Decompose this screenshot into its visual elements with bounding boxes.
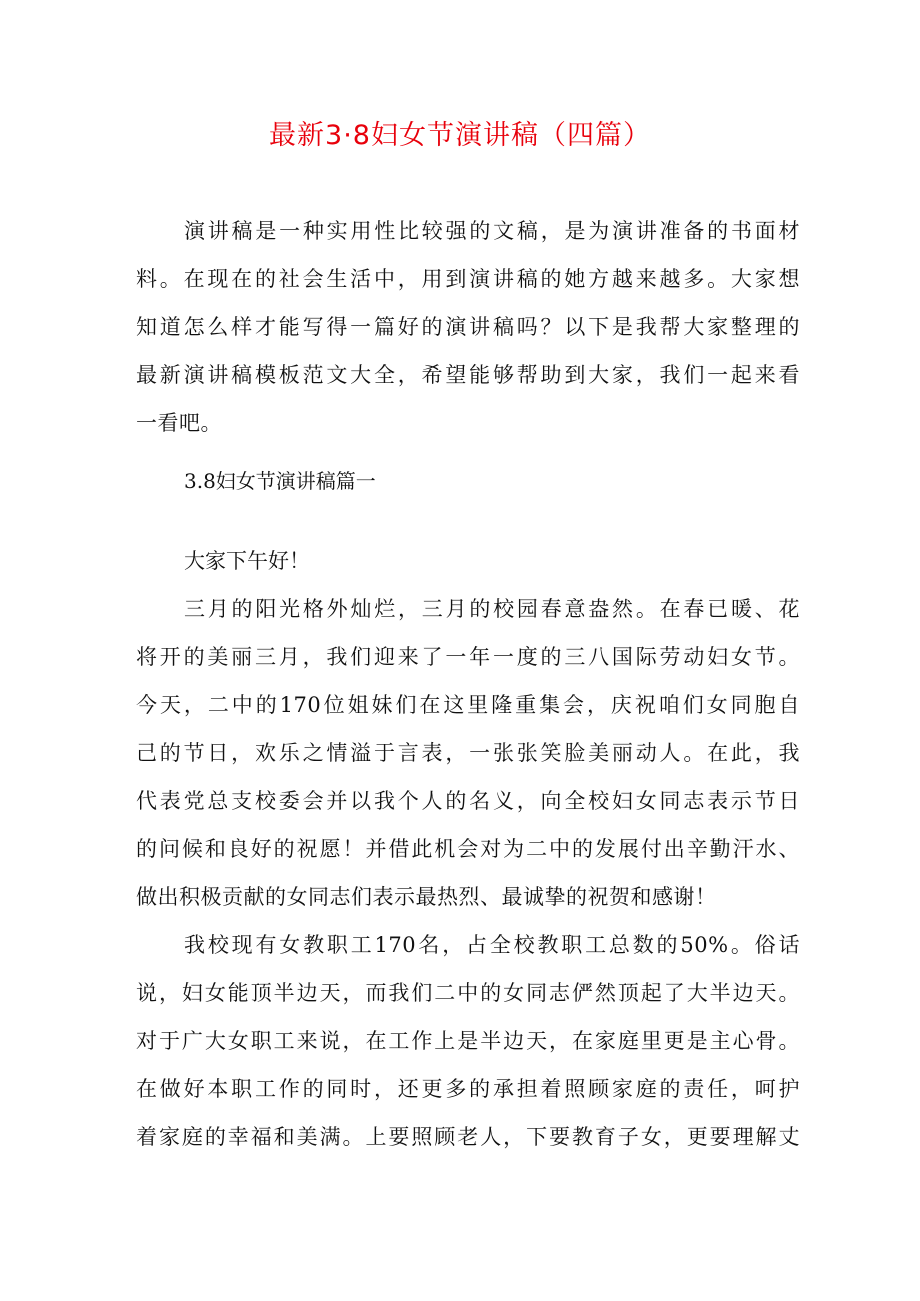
intro-line: 最新演讲稿模板范文大全，希望能够帮助到大家，我们一起来看: [136, 363, 800, 387]
paragraph-line: 今天，二中的170位姐妹们在这里隆重集会，庆祝咱们女同胞自: [136, 693, 800, 717]
paragraph-line: 着家庭的幸福和美满。上要照顾老人，下要教育子女，更要理解丈: [136, 1125, 800, 1149]
intro-line: 料。在现在的社会生活中，用到演讲稿的她方越来越多。大家想: [136, 267, 800, 291]
salutation: 大家下午好！: [184, 549, 310, 573]
paragraph-line: 代表党总支校委会并以我个人的名义，向全校妇女同志表示节日: [136, 789, 800, 813]
paragraph-line: 的问候和良好的祝愿！并借此机会对为二中的发展付出辛勤汗水、: [136, 837, 800, 861]
paragraph-line: 我校现有女教职工170名，占全校教职工总数的50%。俗话: [184, 933, 800, 957]
paragraph-line: 己的节日，欢乐之情溢于言表，一张张笑脸美丽动人。在此，我: [136, 741, 800, 765]
paragraph-line: 对于广大女职工来说，在工作上是半边天，在家庭里更是主心骨。: [136, 1029, 800, 1053]
intro-line: 演讲稿是一种实用性比较强的文稿，是为演讲准备的书面材: [184, 219, 800, 243]
paragraph-line: 三月的阳光格外灿烂，三月的校园春意盎然。在春已暖、花: [184, 597, 800, 621]
paragraph-line: 说，妇女能顶半边天，而我们二中的女同志俨然顶起了大半边天。: [136, 981, 800, 1005]
intro-line: 知道怎么样才能写得一篇好的演讲稿吗？以下是我帮大家整理的: [136, 315, 800, 339]
document-title: 最新3·8妇女节演讲稿（四篇）: [269, 120, 651, 151]
paragraph-line: 在做好本职工作的同时，还更多的承担着照顾家庭的责任，呵护: [136, 1077, 800, 1101]
paragraph-line: 将开的美丽三月，我们迎来了一年一度的三八国际劳动妇女节。: [136, 645, 800, 669]
intro-line: 一看吧。: [136, 411, 222, 435]
section-heading: 3.8妇女节演讲稿篇一: [184, 469, 376, 493]
paragraph-line: 做出积极贡献的女同志们表示最热烈、最诚挚的祝贺和感谢！: [136, 885, 717, 909]
